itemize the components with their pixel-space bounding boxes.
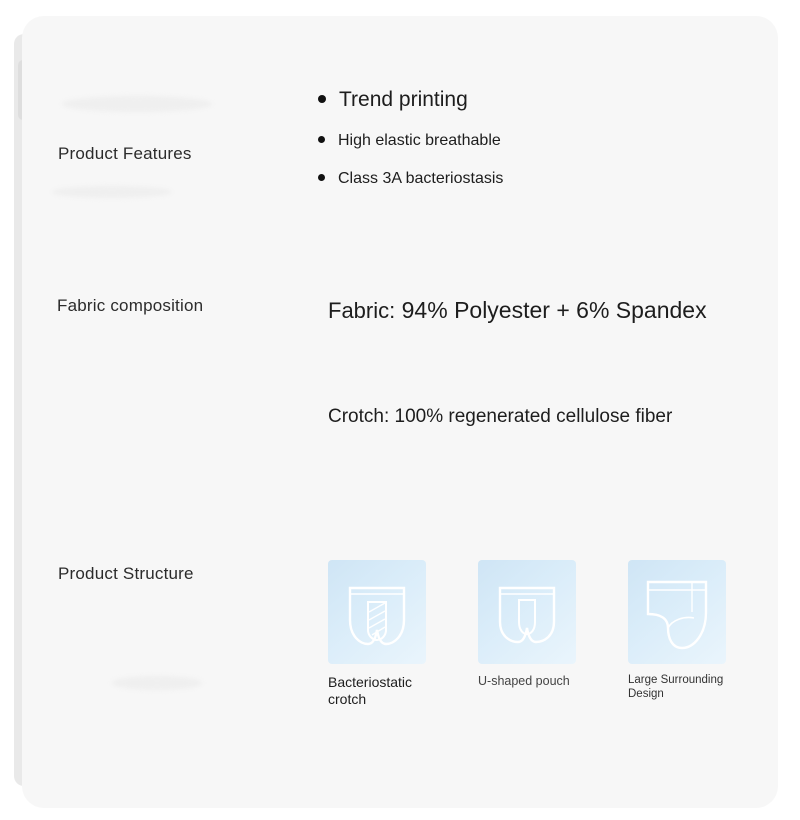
briefs-crotch-panel-icon xyxy=(328,560,426,664)
briefs-u-pouch-icon xyxy=(478,560,576,664)
briefs-wide-waist-icon xyxy=(628,560,726,664)
bullet-icon xyxy=(318,95,326,103)
structure-caption: Bacteriostatic crotch xyxy=(328,674,413,707)
structure-item xyxy=(478,560,576,707)
background-smudge xyxy=(112,676,202,690)
section-label-fabric-composition: Fabric composition xyxy=(57,296,204,315)
feature-label: Class 3A bacteriostasis xyxy=(338,170,504,187)
product-features-list xyxy=(318,88,738,202)
bullet-icon xyxy=(318,136,325,143)
structure-caption: Large Surrounding Design xyxy=(628,674,724,700)
section-label-product-features: Product Features xyxy=(58,144,192,163)
feature-label: High elastic breathable xyxy=(338,132,501,149)
structure-caption: U-shaped pouch xyxy=(478,674,570,688)
fabric-composition-value: 94% Polyester + 6% Spandex xyxy=(395,297,707,323)
fabric-composition-lead: Fabric: xyxy=(328,298,396,323)
bullet-icon xyxy=(318,174,325,181)
feature-item xyxy=(318,170,738,188)
fabric-composition-main xyxy=(328,297,707,324)
background-smudge xyxy=(62,96,212,112)
crotch-composition-line: Crotch: 100% regenerated cellulose fiber xyxy=(328,406,673,427)
structure-item xyxy=(628,560,726,707)
feature-item xyxy=(318,132,738,150)
feature-item xyxy=(318,88,738,112)
structure-item xyxy=(328,560,426,707)
background-smudge xyxy=(52,186,172,198)
product-structure-gallery xyxy=(328,560,748,707)
section-label-product-structure: Product Structure xyxy=(58,564,194,583)
feature-label: Trend printing xyxy=(339,88,468,111)
